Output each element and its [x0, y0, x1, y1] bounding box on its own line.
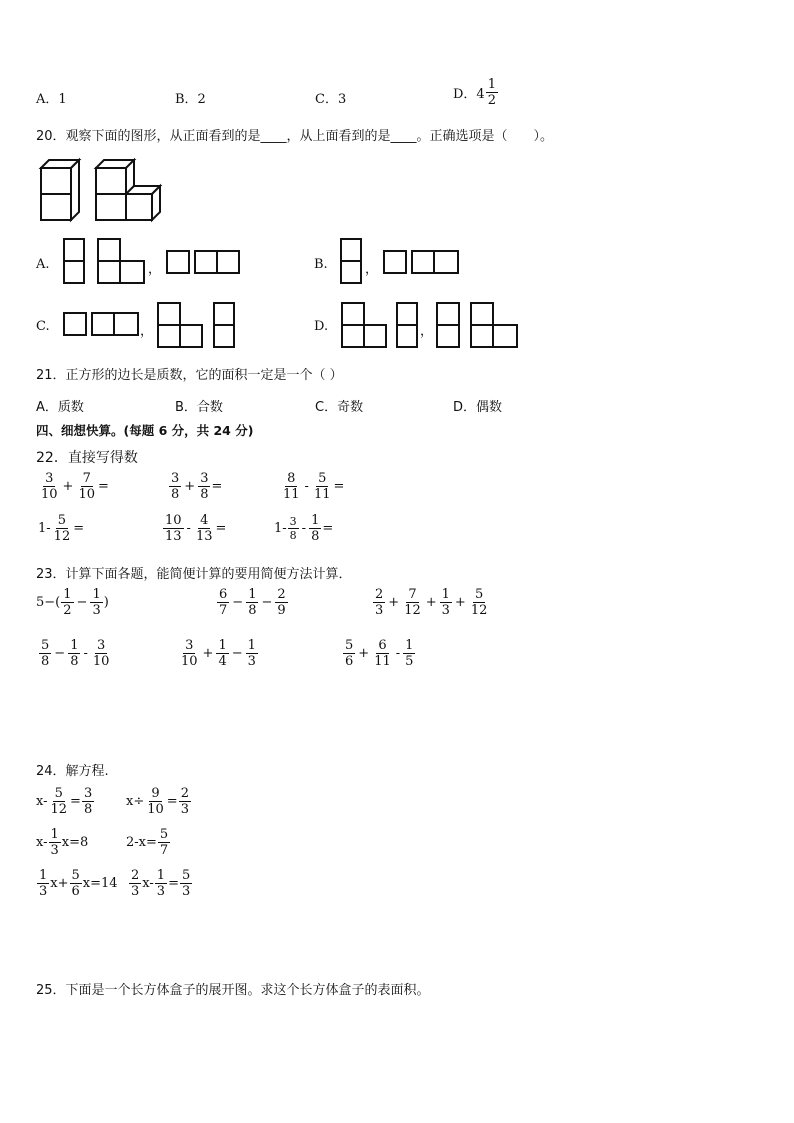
- fraction-denominator: 8: [171, 487, 180, 502]
- fraction: [169, 472, 181, 501]
- fraction-numerator: 1: [39, 868, 48, 883]
- fraction-numerator: 2: [277, 587, 286, 602]
- equals-sign: =: [211, 479, 223, 494]
- fraction: [82, 787, 94, 816]
- view-square: [341, 324, 365, 348]
- fraction: [70, 869, 82, 898]
- fraction-numerator: 1: [50, 827, 59, 842]
- fraction-numerator: 1: [92, 587, 101, 602]
- section-4-title: 四、细想快算。(每题 6 分，共 24 分): [36, 423, 254, 438]
- q20-option-a-label: A.: [36, 257, 50, 272]
- fraction: [440, 588, 452, 617]
- fraction: [61, 588, 73, 617]
- q24-equation-6: [128, 869, 193, 898]
- fraction: [129, 869, 141, 898]
- view-square: [119, 260, 145, 284]
- q22-expr-3: [280, 472, 344, 501]
- fraction-denominator: 8: [311, 529, 320, 544]
- expression-lead: 5−(: [36, 595, 61, 610]
- operator: +: [358, 646, 370, 661]
- fraction-denominator: 8: [248, 603, 257, 618]
- expression-lead: 1-: [38, 521, 51, 536]
- expression-middle: x+: [50, 876, 69, 891]
- fraction-denominator: 9: [277, 603, 286, 618]
- fraction: [179, 639, 200, 668]
- fraction-numerator: 1: [487, 77, 496, 92]
- equals-sign: =: [333, 479, 345, 494]
- fraction-denominator: 10: [147, 802, 164, 817]
- operator: +: [62, 479, 74, 494]
- expression-middle: x-: [142, 876, 154, 891]
- view-square: [194, 250, 218, 274]
- q20-option-b-comma: ，: [365, 262, 379, 277]
- fraction-denominator: 12: [404, 603, 421, 618]
- fraction: [155, 869, 167, 898]
- operator: -: [301, 521, 307, 536]
- fraction-numerator: 3: [200, 471, 209, 486]
- fraction-denominator: 13: [165, 529, 182, 544]
- view-square: [179, 324, 203, 348]
- q19-option-a: A．1: [36, 92, 67, 107]
- q21-stem: 21．正方形的边长是质数，它的面积一定是一个（ ）: [36, 368, 343, 383]
- q22-expr-5: [162, 514, 226, 543]
- fraction-denominator: 3: [50, 843, 59, 858]
- fraction-numerator: 1: [405, 638, 414, 653]
- q20-option-c-front-view: [157, 302, 247, 352]
- equals-sign: =: [70, 794, 81, 809]
- view-square: [113, 312, 139, 336]
- fraction-denominator: 6: [71, 884, 80, 899]
- fraction: [39, 472, 60, 501]
- fraction: [312, 472, 333, 501]
- equals-sign: =: [98, 479, 109, 494]
- q22-expr-2: [168, 472, 222, 501]
- fraction-numerator: 3: [171, 471, 180, 486]
- q23-expr-6: [342, 639, 416, 668]
- q20-cube-figures: [38, 152, 168, 224]
- fraction-denominator: 7: [219, 603, 228, 618]
- q20-stem: 20．观察下面的图形，从正面看到的是____，从上面看到的是____。正确选项是（ ）。: [36, 129, 554, 144]
- q20-option-b-front-view: [340, 238, 364, 288]
- q20-option-a-comma: ，: [148, 262, 162, 277]
- view-square: [341, 302, 365, 326]
- fraction-numerator: 5: [54, 786, 63, 801]
- operator: -: [83, 646, 88, 661]
- view-square: [436, 324, 460, 348]
- expression-lead: 1-: [274, 521, 287, 536]
- view-square: [166, 250, 190, 274]
- equals-sign: =: [215, 521, 227, 536]
- fraction-numerator: 3: [83, 786, 93, 801]
- q19-option-d-fraction: [486, 78, 498, 107]
- fraction: [216, 639, 228, 668]
- fraction-denominator: 3: [131, 884, 140, 899]
- fraction: [246, 588, 258, 617]
- fraction: [68, 639, 80, 668]
- operator: +: [184, 479, 196, 494]
- fraction: [145, 787, 166, 816]
- expression-lead: 2-x=: [126, 835, 157, 850]
- expression-lead: x-: [36, 794, 48, 809]
- fraction-denominator: 2: [63, 603, 72, 618]
- q20-option-d-comma: ，: [420, 324, 434, 339]
- operator: -: [304, 479, 309, 494]
- fraction-numerator: 3: [45, 471, 54, 486]
- fraction-numerator: 1: [63, 587, 72, 602]
- fraction: [217, 588, 229, 617]
- view-square: [340, 238, 362, 262]
- fraction-numerator: 5: [318, 471, 327, 486]
- view-square: [470, 302, 494, 326]
- fraction-denominator: 10: [92, 654, 110, 669]
- q20-figure-stacked-cubes: [41, 160, 79, 220]
- fraction: [76, 472, 97, 501]
- operator: +: [425, 595, 437, 610]
- fraction-denominator: 2: [487, 93, 496, 108]
- q24-equation-1: [36, 787, 95, 816]
- equals-sign: =: [73, 521, 85, 536]
- fraction-numerator: 6: [378, 638, 387, 653]
- fraction-denominator: 5: [405, 654, 414, 669]
- fraction: [180, 869, 192, 898]
- fraction: [52, 514, 73, 543]
- q20-figure-l-shaped-cubes: [96, 160, 160, 220]
- q20-option-c-top-view: [63, 312, 143, 338]
- view-square: [492, 324, 518, 348]
- fraction-denominator: 12: [470, 603, 488, 618]
- fraction: [49, 787, 70, 816]
- view-square: [470, 324, 494, 348]
- fraction-denominator: 11: [283, 487, 300, 502]
- q24-equation-4: [126, 828, 171, 857]
- fraction-denominator: 8: [41, 654, 50, 669]
- view-square: [216, 250, 240, 274]
- fraction-denominator: 8: [70, 654, 79, 669]
- q20-option-b-top-view: [383, 250, 463, 276]
- operator: −: [232, 595, 244, 610]
- fraction-denominator: 8: [83, 802, 93, 817]
- fraction: [90, 588, 102, 617]
- fraction: [198, 472, 210, 501]
- fraction-numerator: 7: [82, 471, 91, 486]
- fraction: [49, 828, 61, 857]
- fraction-numerator: 3: [185, 638, 194, 653]
- view-square: [213, 302, 235, 326]
- q24-stem: 24．解方程.: [36, 764, 109, 779]
- q23-expr-5: [178, 639, 259, 668]
- fraction: [275, 588, 287, 617]
- view-square: [97, 238, 121, 262]
- operator: +: [202, 646, 214, 661]
- q23-expr-3: [372, 588, 490, 617]
- equals-sign: =: [166, 794, 178, 809]
- fraction-numerator: 1: [311, 513, 320, 528]
- q21-option-c: C．奇数: [315, 400, 364, 415]
- operator: −: [54, 646, 66, 661]
- fraction: [158, 828, 170, 857]
- fraction-numerator: 5: [345, 638, 354, 653]
- fraction-denominator: 10: [78, 487, 95, 502]
- fraction-denominator: 7: [159, 843, 169, 858]
- view-square: [396, 324, 418, 348]
- fraction-denominator: 3: [181, 884, 191, 899]
- fraction-denominator: 3: [92, 603, 101, 618]
- fraction-numerator: 5: [57, 513, 67, 528]
- fraction: [163, 514, 184, 543]
- view-square: [63, 260, 85, 284]
- equals-sign: =: [168, 876, 179, 891]
- fraction: [343, 639, 355, 668]
- fraction: [194, 514, 215, 543]
- q24-equation-2: [126, 787, 192, 816]
- view-square: [91, 312, 115, 336]
- view-square: [157, 324, 181, 348]
- fraction-numerator: 5: [159, 827, 169, 842]
- q20-option-d-front-view: [341, 302, 434, 352]
- fraction-numerator: 1: [441, 587, 450, 602]
- fraction-numerator: 1: [248, 587, 257, 602]
- fraction-numerator: 2: [180, 786, 189, 801]
- q19-option-d-prefix: D．4: [453, 87, 485, 102]
- fraction-denominator: 3: [180, 802, 189, 817]
- q20-option-b-label: B.: [314, 257, 328, 272]
- fraction-denominator: 11: [374, 654, 391, 669]
- view-square: [383, 250, 407, 274]
- fraction: [179, 787, 191, 816]
- fraction-denominator: 8: [289, 529, 297, 542]
- fraction: [372, 639, 393, 668]
- fraction-numerator: 9: [151, 786, 160, 801]
- fraction-numerator: 5: [71, 868, 80, 883]
- q20-option-d-second-view: [436, 302, 526, 352]
- fraction-numerator: 1: [156, 868, 166, 883]
- fraction-numerator: 7: [408, 587, 417, 602]
- fraction: [469, 588, 490, 617]
- operator: -: [186, 521, 191, 536]
- q21-option-a: A．质数: [36, 400, 84, 415]
- q23-stem: 23．计算下面各题，能简便计算的要用简便方法计算．: [36, 567, 352, 582]
- q22-stem: 22．直接写得数: [36, 450, 138, 466]
- fraction: [373, 588, 385, 617]
- q20-option-a-front-view: [63, 238, 153, 288]
- expression-tail: x=8: [61, 835, 89, 850]
- q19-option-d: [453, 78, 499, 107]
- q24-equation-3: [36, 828, 88, 857]
- operator: −: [261, 595, 273, 610]
- q22-expr-4: [38, 514, 84, 543]
- q24-equation-5: [36, 869, 118, 898]
- operator: −: [76, 595, 88, 610]
- view-square: [433, 250, 459, 274]
- fraction-numerator: 6: [219, 587, 228, 602]
- q23-expr-2: [216, 588, 289, 617]
- fraction-denominator: 13: [195, 529, 213, 544]
- q23-expr-4: [38, 639, 112, 668]
- fraction-numerator: 10: [165, 513, 182, 528]
- operator: −: [231, 646, 243, 661]
- fraction-denominator: 4: [218, 654, 227, 669]
- fraction-numerator: 2: [131, 868, 140, 883]
- fraction-numerator: 3: [289, 515, 297, 528]
- fraction-denominator: 10: [41, 487, 58, 502]
- q22-expr-6: [274, 514, 333, 543]
- fraction: [39, 639, 51, 668]
- view-square: [396, 302, 418, 326]
- fraction-denominator: 12: [50, 802, 68, 817]
- expression-tail: ): [103, 595, 109, 610]
- fraction-denominator: 8: [200, 487, 209, 502]
- expression-lead: x-: [36, 835, 48, 850]
- fraction-numerator: 2: [375, 587, 384, 602]
- fraction-numerator: 5: [474, 587, 484, 602]
- q20-option-a-top-view: [166, 250, 246, 276]
- operator: +: [388, 595, 400, 610]
- expression-lead: x÷: [126, 794, 145, 809]
- view-square: [63, 238, 85, 262]
- equals-sign: =: [322, 521, 334, 536]
- view-square: [97, 260, 121, 284]
- fraction-denominator: 3: [375, 603, 384, 618]
- operator: -: [395, 646, 401, 661]
- fraction: [37, 869, 49, 898]
- fraction-numerator: 8: [287, 471, 296, 486]
- fraction: [402, 588, 423, 617]
- fraction: [281, 472, 302, 501]
- fraction-denominator: 6: [345, 654, 354, 669]
- view-square: [157, 302, 181, 326]
- q20-option-c-comma: ，: [140, 324, 154, 339]
- fraction-numerator: 1: [247, 638, 256, 653]
- q25-stem: 25．下面是一个长方体盒子的展开图。求这个长方体盒子的表面积。: [36, 983, 430, 998]
- q22-expr-1: [38, 472, 109, 501]
- fraction: [288, 516, 299, 541]
- fraction-numerator: 5: [181, 868, 191, 883]
- q21-option-b: B．合数: [175, 400, 223, 415]
- fraction-numerator: 4: [200, 513, 209, 528]
- fraction: [91, 639, 112, 668]
- q23-expr-1: [36, 588, 109, 617]
- view-square: [340, 260, 362, 284]
- fraction-numerator: 5: [41, 638, 50, 653]
- expression-tail: x=14: [82, 876, 118, 891]
- fraction-numerator: 3: [97, 638, 106, 653]
- q20-option-c-label: C.: [36, 319, 50, 334]
- fraction: [246, 639, 258, 668]
- view-square: [363, 324, 387, 348]
- fraction-denominator: 3: [156, 884, 166, 899]
- q20-option-d-label: D.: [314, 319, 329, 334]
- view-square: [411, 250, 435, 274]
- q21-option-d: D．偶数: [453, 400, 503, 415]
- view-square: [63, 312, 87, 336]
- q19-option-b: B．2: [175, 92, 206, 107]
- fraction-denominator: 12: [53, 529, 71, 544]
- fraction-denominator: 10: [181, 654, 198, 669]
- q19-option-c: C．3: [315, 92, 347, 107]
- fraction-denominator: 11: [313, 487, 331, 502]
- fraction-denominator: 3: [247, 654, 256, 669]
- view-square: [213, 324, 235, 348]
- operator: +: [454, 595, 466, 610]
- fraction-numerator: 1: [218, 638, 227, 653]
- fraction: [309, 514, 321, 543]
- fraction-denominator: 3: [39, 884, 48, 899]
- fraction-denominator: 3: [441, 603, 450, 618]
- fraction: [403, 639, 415, 668]
- fraction-numerator: 1: [70, 638, 79, 653]
- view-square: [436, 302, 460, 326]
